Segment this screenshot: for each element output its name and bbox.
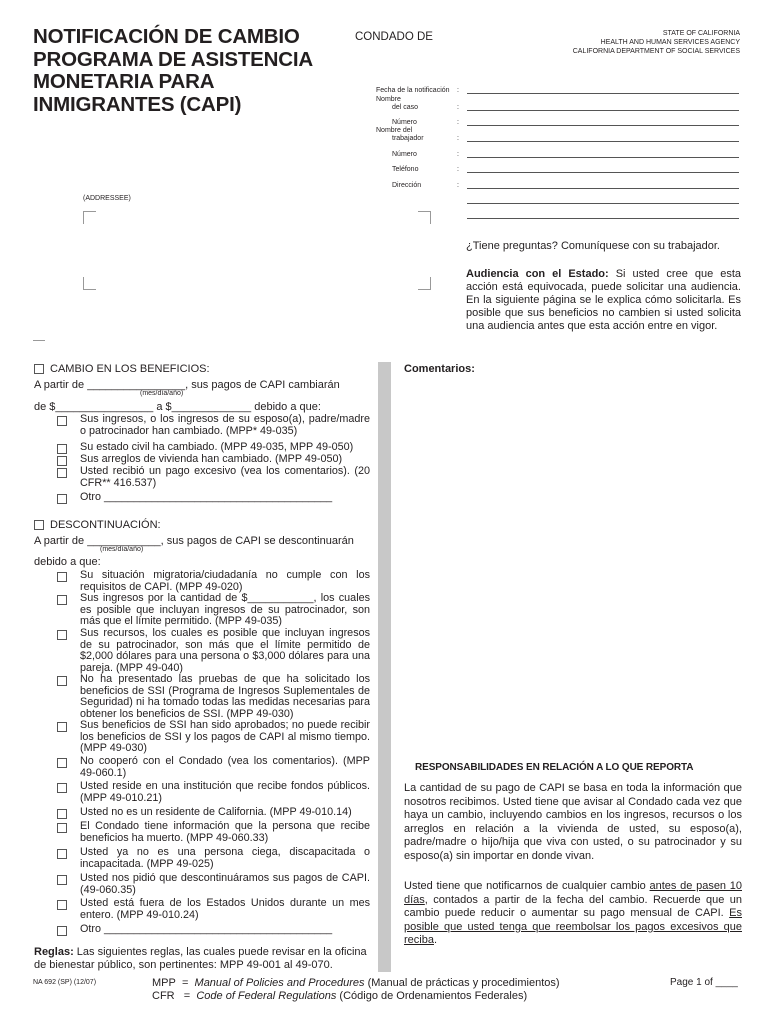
colon: : (457, 135, 459, 142)
window-corner-tr (418, 211, 431, 224)
resp-underlined: antes de pasen 10 días (404, 880, 742, 906)
descontinuacion-item-text: Otro ______________________________________ (80, 923, 333, 935)
resp-underlined: Es posible que usted tenga que reembolsar los pagos excesivos que reciba (404, 907, 742, 946)
cambio-item-checkbox[interactable] (57, 456, 67, 466)
colon: : (457, 182, 459, 189)
abbreviation-legend (152, 977, 560, 1002)
descontinuacion-item-checkbox[interactable] (57, 676, 67, 686)
descontinuacion-item-checkbox[interactable] (57, 823, 67, 833)
title-line: NOTIFICACIÓN DE CAMBIO (33, 25, 300, 48)
colon: : (457, 87, 459, 94)
cfr-line (152, 990, 560, 1003)
addressee-label: (ADDRESSEE) (83, 195, 131, 202)
descontinuacion-item-text: No cooperó con el Condado (vea los comentarios). (MPP 49-060.1) (80, 755, 370, 779)
descontinuacion-item-text: No ha presentado las pruebas de que ha solicitado los beneficios de SSI (Programa de Ingresos Suplementales de Seguridad) ni ha tomado todas las medidas necesarias para obtener los beneficios de SSI. (MPP 49-030) (80, 673, 370, 720)
cfr-rest: (Código de Ordenamientos Federales) (336, 989, 528, 1002)
mpp-rest: (Manual de prácticas y procedimientos) (364, 977, 560, 989)
cambio-item (57, 414, 370, 437)
window-corner-bl (83, 277, 96, 290)
descontinuacion-item (57, 873, 370, 896)
descontinuacion-item (57, 628, 370, 674)
form-code: NA 692 (SP) (12/07) (33, 979, 97, 986)
mpp-abbr: MPP (152, 977, 176, 989)
cambio-item-text: Sus ingresos, o los ingresos de su esposo(a), padre/madre o patrocinador han cambiado. (MPP* 49-035) (80, 413, 370, 437)
column-divider (378, 362, 391, 972)
descontinuacion-item-checkbox[interactable] (57, 722, 67, 732)
descontinuacion-item (57, 781, 370, 804)
nombre-trabajador-label-2: trabajador (392, 135, 424, 142)
comentarios-label: Comentarios: (404, 363, 475, 375)
mpp-eq: = (181, 977, 189, 989)
descontinuacion-item-checkbox[interactable] (57, 630, 67, 640)
cambio-item (57, 492, 370, 504)
descontinuacion-line1: A partir de ____________, sus pagos de CAPI se descontinuarán (34, 535, 354, 547)
descontinuacion-item (57, 847, 370, 870)
nombre-caso-field[interactable] (467, 110, 739, 111)
colon: : (457, 104, 459, 111)
descontinuacion-line2: debido a que: (34, 556, 101, 568)
descontinuacion-item (57, 807, 370, 819)
agency-block (573, 29, 740, 56)
resp-text: , contados a partir de la fecha del cambio. Recuerde que un cambio puede reducir o aumentar su pago mensual de CAPI. (404, 893, 742, 919)
descontinuacion-item-checkbox[interactable] (57, 595, 67, 605)
descontinuacion-item (57, 821, 370, 844)
descontinuacion-item (57, 593, 370, 628)
fecha-field[interactable] (467, 93, 739, 94)
telefono-field[interactable] (467, 172, 739, 173)
cambio-item-text: Usted recibió un pago excesivo (vea los comentarios). (20 CFR** 416.537) (80, 465, 370, 489)
cambio-item (57, 442, 370, 454)
descontinuacion-item-checkbox[interactable] (57, 900, 67, 910)
descontinuacion-item-checkbox[interactable] (57, 758, 67, 768)
cambio-item-text: Otro ______________________________________ (80, 491, 333, 503)
numero-trabajador-label: Número (392, 151, 417, 158)
responsabilidades-heading: RESPONSABILIDADES EN RELACIÓN A LO QUE REPORTA (415, 762, 694, 773)
agency-line: HEALTH AND HUMAN SERVICES AGENCY (600, 39, 740, 46)
descontinuacion-item-text: Usted está fuera de los Estados Unidos durante un mes entero. (MPP 49-010.24) (80, 897, 370, 921)
resp-text: Usted tiene que notificarnos de cualquier cambio (404, 880, 650, 892)
cambio-item (57, 454, 370, 466)
direccion-field-3[interactable] (467, 218, 739, 219)
hearing-paragraph (466, 268, 741, 333)
descontinuacion-item-checkbox[interactable] (57, 875, 67, 885)
comentarios-area[interactable] (404, 380, 742, 750)
cambio-item (57, 466, 370, 489)
descontinuacion-item-text: Su situación migratoria/ciudadanía no cumple con los requisitos de CAPI. (MPP 49-020) (80, 569, 370, 593)
fecha-label: Fecha de la notificación (376, 87, 450, 94)
questions-text: ¿Tiene preguntas? Comuníquese con su trabajador. (466, 240, 720, 252)
cambio-date-hint: (mes/día/año) (140, 390, 184, 397)
direccion-label: Dirección (392, 182, 422, 189)
agency-line: STATE OF CALIFORNIA (662, 30, 740, 37)
descontinuacion-item-text: Usted reside en una institución que recibe fondos públicos. (MPP 49-010.21) (80, 780, 370, 804)
window-corner-tl (83, 211, 96, 224)
colon: : (457, 119, 459, 126)
agency-line: CALIFORNIA DEPARTMENT OF SOCIAL SERVICES (572, 48, 740, 55)
hearing-heading: Audiencia con el Estado: (466, 268, 609, 280)
page-number: Page 1 of ____ (670, 977, 738, 988)
descontinuacion-item (57, 570, 370, 593)
colon: : (457, 151, 459, 158)
descontinuacion-item-checkbox[interactable] (57, 572, 67, 582)
colon: : (457, 166, 459, 173)
cambio-item-checkbox[interactable] (57, 468, 67, 478)
cambio-heading: CAMBIO EN LOS BENEFICIOS: (50, 363, 210, 375)
cambio-item-text: Su estado civil ha cambiado. (MPP 49-035, MPP 49-050) (80, 441, 354, 453)
numero-caso-label: Número (392, 119, 417, 126)
descontinuacion-date-hint: (mes/día/año) (100, 546, 144, 553)
cambio-line1: A partir de ________________, sus pagos de CAPI cambiarán (34, 379, 340, 391)
descontinuacion-item-text: Usted no es un residente de California. (MPP 49-010.14) (80, 806, 352, 818)
descontinuacion-item (57, 898, 370, 921)
descontinuacion-checkbox[interactable] (34, 520, 44, 530)
fold-mark (33, 340, 45, 341)
cfr-abbr: CFR (152, 989, 175, 1002)
form-title (33, 26, 353, 116)
nombre-caso-label: Nombre (376, 96, 401, 103)
window-corner-br (418, 277, 431, 290)
descontinuacion-item-text: Usted nos pidió que descontinuáramos sus pagos de CAPI. (49-060.35) (80, 872, 370, 896)
county-label: CONDADO DE (355, 31, 433, 43)
descontinuacion-item-checkbox[interactable] (57, 926, 67, 936)
descontinuacion-item-checkbox[interactable] (57, 809, 67, 819)
descontinuacion-item-checkbox[interactable] (57, 783, 67, 793)
nombre-caso-label-2: del caso (392, 104, 419, 111)
descontinuacion-item (57, 756, 370, 779)
cambio-heading-row (34, 363, 210, 375)
numero-caso-field[interactable] (467, 125, 739, 126)
descontinuacion-item-text: Sus ingresos por la cantidad de $___________, los cuales es posible que incluyan ingresos de su patrocinador, son más que el límite permitido. (MPP 49-035) (80, 592, 370, 628)
hearing-text: Si usted cree que esta acción está equivocada, puede solicitar una audiencia. En la siguiente página se le explica cómo solicitarla. Es posible que sus beneficios no cambien si usted solicita una audiencia antes que esta acción entre en vigor. (466, 268, 741, 332)
direccion-field[interactable] (467, 188, 739, 189)
reglas-text: Las siguientes reglas, las cuales puede revisar en la oficina de bienestar público, son pertinentes: MPP 49-001 al 49-070. (34, 946, 367, 971)
reglas-heading: Reglas: (34, 946, 74, 958)
resp-text: . (433, 934, 438, 946)
descontinuacion-item-text: Sus recursos, los cuales es posible que incluyan ingresos de su patrocinador, son más que el límite permitido de $2,000 dólares para una persona o $3,000 dólares para una pareja. (MPP 49-040) (80, 627, 370, 674)
cfr-italic: Code of Federal Regulations (196, 989, 337, 1002)
nombre-trabajador-label: Nombre del (376, 127, 413, 134)
cambio-item-checkbox[interactable] (57, 416, 67, 426)
title-line: PROGRAMA DE ASISTENCIA (33, 47, 313, 71)
descontinuacion-heading-row (34, 519, 161, 531)
mpp-italic: Manual of Policies and Procedures (194, 977, 365, 989)
descontinuacion-item-text: El Condado tiene información que la persona que recibe beneficios ha muerto. (MPP 49-060.33) (80, 820, 370, 844)
descontinuacion-item-text: Sus beneficios de SSI han sido aprobados; no puede recibir los beneficios de SSI y los pagos de CAPI al mismo tiempo. (MPP 49-030) (80, 719, 370, 755)
title-line: MONETARIA PARA (33, 70, 215, 93)
cambio-item-checkbox[interactable] (57, 494, 67, 504)
nombre-trabajador-field[interactable] (467, 141, 739, 142)
mpp-line (152, 977, 560, 990)
cambio-item-text: Sus arreglos de vivienda han cambiado. (MPP 49-050) (80, 453, 343, 465)
descontinuacion-item (57, 924, 370, 936)
descontinuacion-item-text: Usted ya no es una persona ciega, discapacitada o incapacitada. (MPP 49-025) (80, 846, 370, 870)
descontinuacion-item (57, 674, 370, 720)
cambio-line2: de $________________ a $_____________ debido a que: (34, 401, 321, 413)
descontinuacion-item-checkbox[interactable] (57, 849, 67, 859)
reglas-paragraph (34, 946, 372, 971)
direccion-field-2[interactable] (467, 203, 739, 204)
responsabilidades-p1: La cantidad de su pago de CAPI se basa en toda la información que nosotros recibimos. Usted tiene que avisar al Condado cada vez que haya un cambio, incluyendo cambios en los ingresos, recursos o los arreglos en relación a la vivienda de usted, su esposo(a), padre/madre o hijo/hija que viva con usted, o su patrocinador y su esposo(a) sin importar en donde vivan. (404, 782, 742, 862)
responsabilidades-p2 (404, 880, 742, 948)
title-line: INMIGRANTES (CAPI) (33, 92, 242, 116)
descontinuacion-item (57, 720, 370, 755)
cambio-item-checkbox[interactable] (57, 444, 67, 454)
cfr-eq: = (183, 989, 191, 1002)
numero-trabajador-field[interactable] (467, 157, 739, 158)
telefono-label: Teléfono (392, 166, 419, 173)
cambio-checkbox[interactable] (34, 364, 44, 374)
descontinuacion-heading: DESCONTINUACIÓN: (50, 519, 161, 531)
